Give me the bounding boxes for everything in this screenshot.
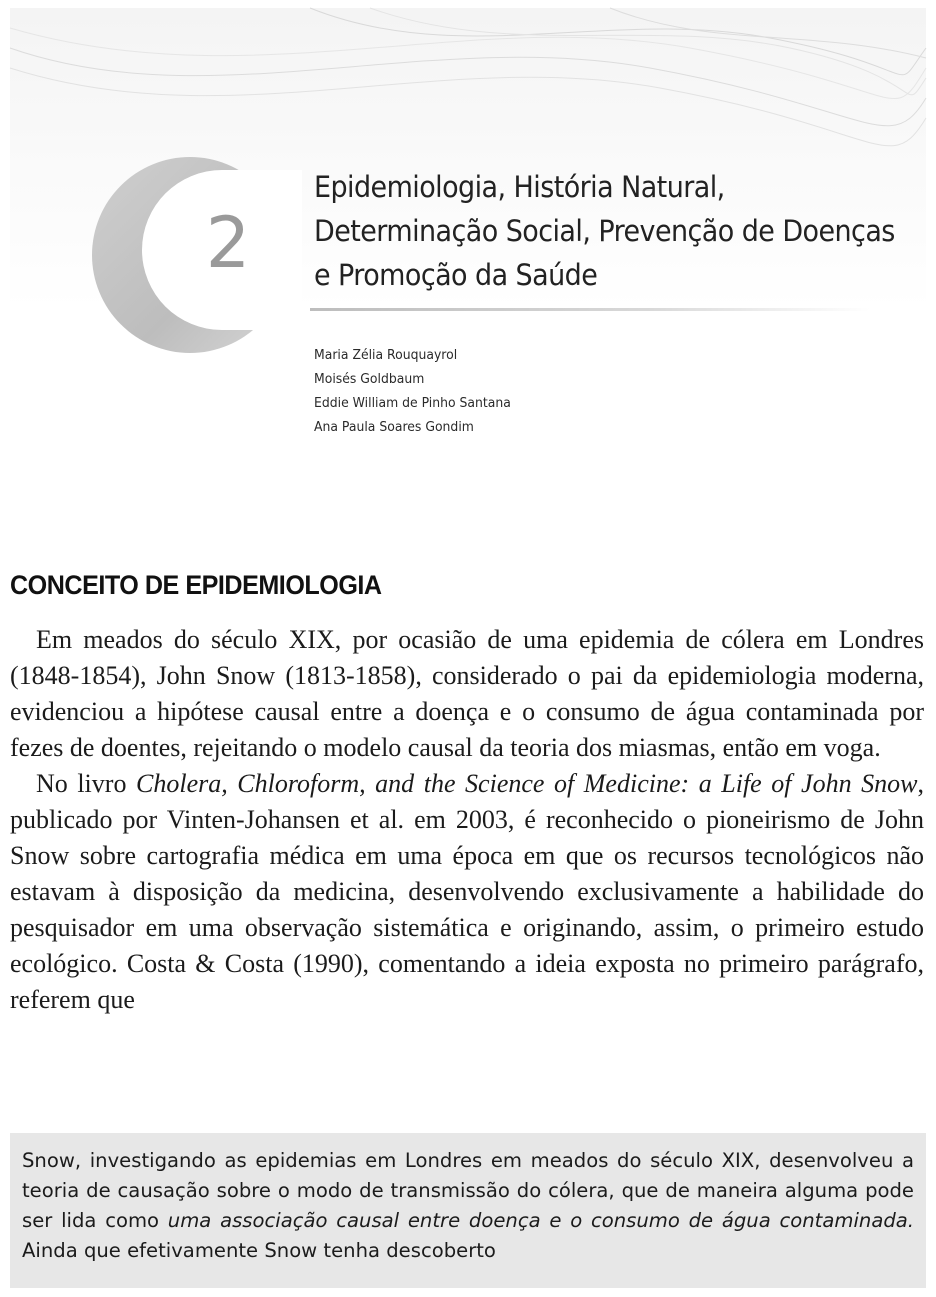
paragraph-2-intro: No livro — [36, 769, 136, 798]
paragraph-2-rest: , publicado por Vinten-Johansen et al. em 2003, é reconhecido o pioneirismo de John Snow sobre cartografia médica em uma época em que os recursos tecnológicos não estavam à disposição da medicina, desenvolvendo exclusivamente a habilidade do pesquisador em uma observação sistemática e originando, assim, o primeiro estudo ecológico. Costa & Costa (1990), comentando a ideia exposta no primeiro parágrafo, referem que — [10, 769, 924, 1014]
body-text — [10, 622, 924, 1018]
chapter-badge — [90, 150, 290, 360]
title-underline — [310, 308, 870, 311]
author-list — [314, 343, 511, 439]
quote-text — [22, 1146, 914, 1266]
quote-emphasis: uma associação causal entre doença e o consumo de água contaminada. — [167, 1209, 914, 1232]
chapter-number: 2 — [205, 202, 251, 284]
paragraph-2 — [10, 766, 924, 1018]
author-name: Eddie William de Pinho Santana — [314, 395, 511, 411]
chapter-title — [314, 165, 895, 297]
author-name: Moisés Goldbaum — [314, 371, 425, 387]
chapter-title-line: Epidemiologia, História Natural, — [314, 170, 725, 204]
author-name: Maria Zélia Rouquayrol — [314, 347, 458, 363]
quote-box — [10, 1133, 926, 1288]
book-title: Cholera, Chloroform, and the Science of Medicine: a Life of John Snow — [136, 769, 918, 798]
chapter-title-line: Determinação Social, Prevenção de Doenças — [314, 214, 895, 248]
quote-rest: Ainda que efetivamente Snow tenha descoberto — [22, 1239, 496, 1262]
quote-intro: Snow, investigando as epidemias em Londres em meados do século XIX, desenvolveu a teoria de causação sobre o modo de transmissão do cólera, que de maneira alguma pode ser lida como — [22, 1149, 914, 1232]
section-heading: CONCEITO DE EPIDEMIOLOGIA — [10, 570, 382, 600]
chapter-title-line: e Promoção da Saúde — [314, 258, 598, 292]
author-name: Ana Paula Soares Gondim — [314, 419, 474, 435]
chapter-header — [10, 8, 926, 435]
paragraph-1: Em meados do século XIX, por ocasião de uma epidemia de cólera em Londres (1848-1854), John Snow (1813-1858), considerado o pai da epidemiologia moderna, evidenciou a hipótese causal entre a doença e o consumo de água contaminada por fezes de doentes, rejeitando o modelo causal da teoria dos miasmas, então em voga. — [10, 625, 924, 762]
